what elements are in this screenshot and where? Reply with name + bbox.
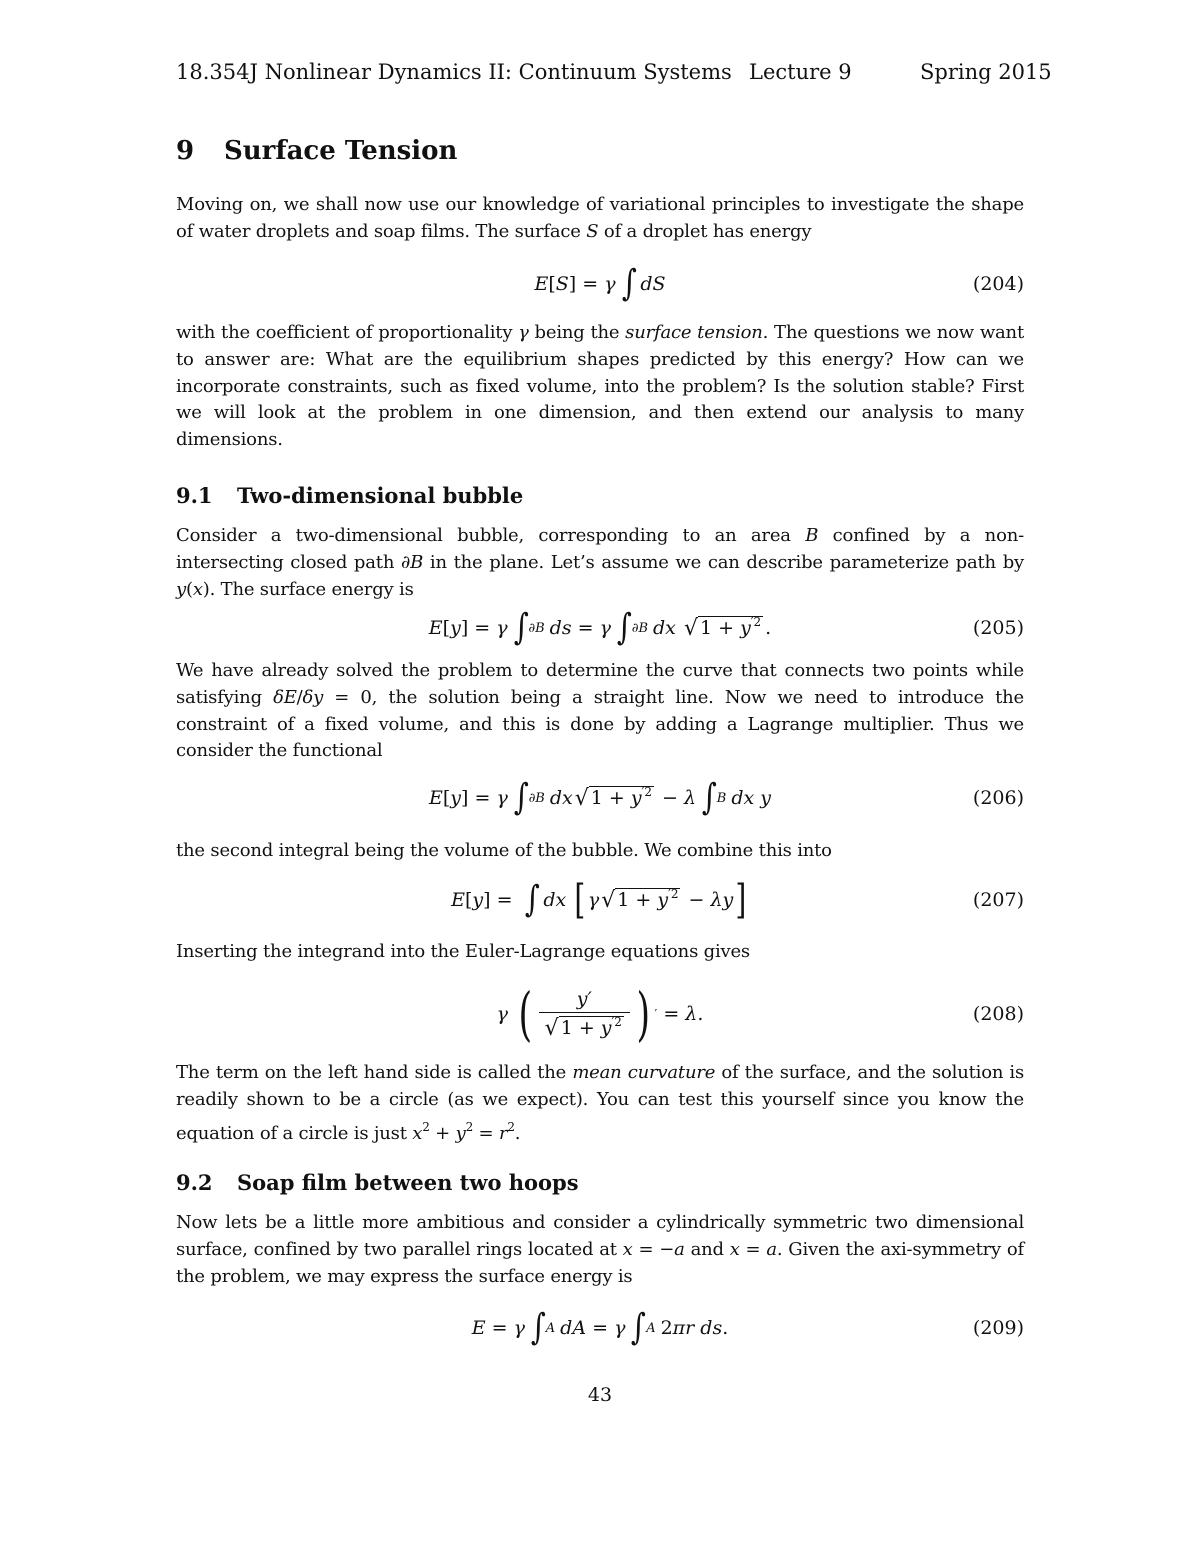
running-header-course: 18.354J Nonlinear Dynamics II: Continuum Systems (176, 60, 732, 84)
emphasized-term: mean curvature (572, 1062, 716, 1083)
text: in the plane. Let’s assume we can describe parameterize path by (423, 551, 1024, 573)
text: , the solution being a straight line. Now we need to introduce the constraint of a fixed volume, and this is done by adding a Lagrange multiplier. Thus we consider the functional (176, 686, 1024, 762)
math-inline: δE (273, 686, 297, 708)
running-header-lecture: Lecture 9 (749, 60, 852, 84)
text: of a droplet has energy (598, 220, 812, 242)
text: confined by a non-intersecting closed path (176, 525, 1024, 573)
paragraph-curvature: The term on the left hand side is called the mean curvature of the surface, and the solution is readily shown to be a circle (as we expect). You can test this yourself since you know the equation of a circle is just $x^2 + y^2 = r^2$. (176, 1062, 1025, 1144)
math-inline: ∂B (400, 551, 424, 573)
text: Consider a two-dimensional bubble, corresponding to an area (176, 525, 806, 546)
math-inline: x (622, 1238, 633, 1260)
equation-number: (204) (972, 273, 1024, 295)
page-number: 43 (587, 1384, 613, 1406)
text: being the (528, 322, 626, 343)
paragraph-combine (176, 838, 1024, 865)
subsection-number: 9.1 (176, 483, 213, 508)
text: . Given the axi-symmetry of the problem, we may express the surface energy is (176, 1238, 1024, 1287)
emphasized-term: surface tension. (625, 322, 769, 343)
math-inline: x (729, 1238, 740, 1260)
text: We have already solved the problem to determine the curve that connects two points while satisfying (176, 660, 1024, 708)
text: with the coefficient of proportionality (176, 322, 519, 343)
text: Moving on, we shall now use our knowledge of variational principles to investigate the shape of water droplets and soap films. The surface (176, 194, 1024, 242)
subsection-heading (176, 1170, 579, 1195)
equation-number: (207) (972, 889, 1024, 911)
section-title: Surface Tension (224, 136, 458, 166)
equation-body: γ ( $\frac{y'}{√ 1 + y^{'2}}$ ) ′ = λ . (496, 980, 704, 1048)
subsection-title: Two-dimensional bubble (237, 483, 524, 508)
paragraph-questions (176, 320, 1024, 454)
equation-208 (176, 976, 1024, 1052)
paragraph-solved: We have already solved the problem to determine the curve that connects two points while satisfying δE/δy = 0, the solution being a straight line. Now we need to introduce the constraint of a fixed volume, and this is done by adding a Lagrange multiplier. Thus we consider the functional (176, 660, 1024, 762)
text: Now lets be a little more ambitious and consider a cylindrically symmetric two dimensional surface, confined by two parallel rings located at (176, 1212, 1024, 1260)
equation-207 (176, 870, 1024, 930)
text: the second integral being the volume of the bubble. We combine this into (176, 840, 832, 861)
math-inline: y (176, 578, 186, 600)
equation-body: E = γ ∫ A dA = γ ∫ A 2 πr ds . (471, 1307, 729, 1348)
math-inline: x (412, 1122, 423, 1144)
equation-206 (176, 768, 1024, 828)
subsection-number: 9.2 (176, 1170, 213, 1195)
equation-209 (176, 1298, 1024, 1358)
equation-body: E [ y ] = γ ∫ ∂B dx √ $1 + y^{'2}$ − λ ∫ B dx y (428, 777, 771, 818)
paragraph-soap: Now lets be a little more ambitious and consider a cylindrically symmetric two dimensional surface, confined by two parallel rings located at x = −a and x = a. Given the axi-symmetry of the problem, we may express the surface energy is (176, 1212, 1024, 1287)
equation-number: (208) (972, 1003, 1024, 1025)
equation-number: (205) (972, 617, 1024, 639)
equation-205 (176, 598, 1024, 658)
subsection-title: Soap film between two hoops (237, 1170, 579, 1195)
math-inline: S (586, 220, 599, 242)
section-heading (176, 136, 457, 166)
text: The term on the left hand side is called the (176, 1062, 573, 1083)
running-header-term: Spring 2015 (920, 60, 1052, 84)
paragraph-intro (176, 192, 1024, 246)
paragraph-bubble: Consider a two-dimensional bubble, corresponding to an area B confined by a non-intersecting closed path ∂B in the plane. Let’s assume we can describe parameterize path by y(x). The surface energy is (176, 525, 1024, 600)
math-inline: γ (518, 322, 529, 343)
paragraph-inserting (176, 939, 1024, 966)
equation-204 (176, 254, 1024, 314)
equation-number: (206) (972, 787, 1024, 809)
math-inline: B (805, 525, 819, 546)
section-number: 9 (176, 136, 195, 166)
equation-body: E [ y ] = ∫ dx [ γ √ $1 + y^{'2}$ − λy ] (451, 877, 747, 923)
subsection-heading (176, 483, 523, 508)
equation-body: E [ y ] = γ ∫ ∂B ds = γ ∫ ∂B dx √ $1 + y^{'2}$ . (428, 607, 772, 648)
text: Inserting the integrand into the Euler-Lagrange equations gives (176, 941, 750, 962)
text: . The surface energy is (209, 578, 414, 600)
text: and (684, 1238, 730, 1260)
equation-body: E [ S ] = γ ∫ dS (534, 263, 666, 304)
text: The questions we now want to answer are: What are the equilibrium shapes predicted by this energy? How can we incorporate constraints, such as fixed volume, into the problem? Is the solution stable? First we will look at the problem in one dimension, and then extend our analysis to many dimensions. (176, 322, 1024, 451)
equation-number: (209) (972, 1317, 1024, 1339)
text: of the surface, and the solution is readily shown to be a circle (as we expect). You can test this yourself since you know the equation of a circle is just (176, 1062, 1025, 1144)
